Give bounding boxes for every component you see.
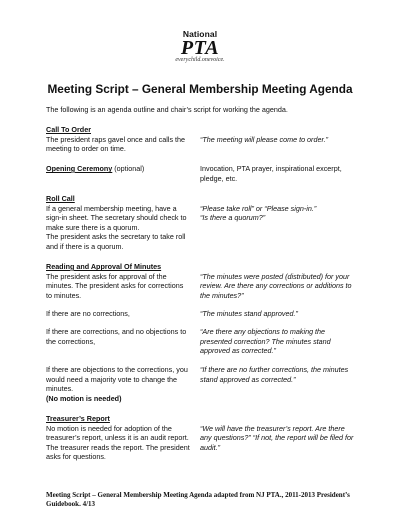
treasurer-script: “We will have the treasurer’s report. Are there any questions?” “If not, the report will be filed for audit.” [200,423,354,452]
minutes-instruction-1: The president asks for approval of the minutes. The president asks for corrections to minutes. [46,271,184,300]
section-heading: Reading and Approval Of Minutes [46,262,162,271]
minutes-instruction-3: If there are corrections, and no objections to the corrections, [46,327,187,346]
minutes-instruction-2: If there are no corrections, [46,309,130,318]
section-heading: Opening Ceremony [46,164,113,173]
section-heading: Roll Call [46,194,75,203]
minutes-instruction-4-text: If there are objections to the corrections, you would need a majority vote to change the minutes. [46,365,188,393]
section-treasurers-report [46,414,366,464]
section-opening-ceremony [46,164,366,186]
opening-ceremony-optional: (optional) [112,164,145,173]
intro-text: The following is an agenda outline and chair’s script for working the agenda. [46,105,288,114]
page-title: Meeting Script – General Membership Meeting Agenda [47,82,353,96]
roll-call-script-2: “Is there a quorum?” [200,213,266,222]
minutes-script-4: “If there are no further corrections, the minutes stand approved as corrected.” [200,365,349,384]
treasurer-instruction: No motion is needed for adoption of the treasurer’s report, unless it is an audit report. The treasurer reads the report. The president asks for questions. [46,423,190,461]
minutes-script-2: “The minutes stand approved.” [200,309,298,318]
roll-call-instruction-2: The president asks the secretary to take roll and if there is a quorum. [46,232,186,251]
call-to-order-script: “The meeting will please come to order.” [200,134,328,144]
opening-ceremony-label [46,164,191,174]
roll-call-script-1: “Please take roll” or “Please sign-in.” [200,203,317,213]
roll-call-script [200,204,354,223]
roll-call-instruction-1: If a general membership meeting, have a sign-in sheet. The secretary should check to make sure there is a quorum. [46,203,187,232]
minutes-script-3: “Are there any objections to making the presented correction? The minutes stand approved as corrected.” [200,327,331,355]
minutes-script-1: “The minutes were posted (distributed) for your review. Are there any corrections or additions to the minutes?” [200,271,352,300]
page-footer: Meeting Script – General Membership Meeting Agenda adapted from NJ PTA., 2011-2013 President’s Guidebook. 4/13 [46,491,350,508]
section-roll-call [46,194,366,254]
section-call-to-order [46,125,366,155]
logo-tagline: everychild.onevoice. [175,57,225,63]
logo-pta-text: PTA [180,37,220,59]
section-heading: Treasurer’s Report [46,414,110,423]
opening-ceremony-script: Invocation, PTA prayer, inspirational excerpt, pledge, etc. [200,164,342,183]
roll-call-instruction [46,204,191,252]
logo-national-text: National [182,29,218,39]
minutes-instruction-4 [46,365,191,403]
section-heading: Call To Order [46,125,91,134]
section-minutes [46,262,366,407]
minutes-no-motion-note: (No motion is needed) [46,393,122,403]
national-pta-logo [160,30,240,68]
call-to-order-instruction: The president raps gavel once and calls the meeting to order on time. [46,134,186,153]
